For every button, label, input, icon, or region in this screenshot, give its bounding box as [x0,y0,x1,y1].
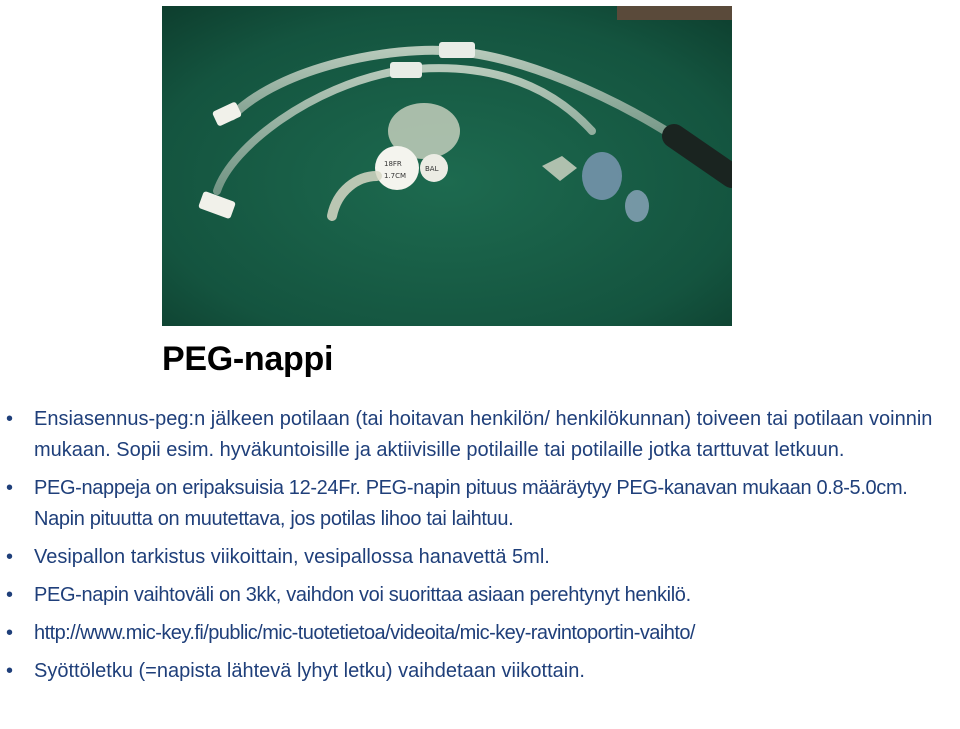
bullet-dot: • [6,477,13,499]
bullet-dot: • [6,584,13,606]
bullet-item [0,580,960,611]
button-head [375,146,419,190]
photo-top-edge [617,6,732,20]
device-photo [162,6,732,326]
clamp-upper [439,42,475,58]
bullet-text: PEG-napin vaihtoväli on 3kk, vaihdon voi suorittaa asiaan perehtynyt henkilö. [34,584,691,606]
bullet-text: Ensiasennus-peg:n jälkeen potilaan (tai hoitavan henkilön/ henkilökunnan) toiveen tai potilaan voinnin mukaan. Sopii esim. hyväkuntoisille ja aktiivisille potilaille tai potilaille jotka tarttuvat letkuun. [34,408,933,461]
bullet-item [0,473,960,535]
bullet-text: Vesipallon tarkistus viikoittain, vesipallossa hanavettä 5ml. [34,546,550,568]
peg-button-illustration [162,6,732,326]
blue-port [582,152,622,200]
device-label-bal: BAL [425,165,439,173]
bullet-item [0,656,960,687]
bullet-item [0,404,960,466]
clamp-lower [390,62,422,78]
bullet-dot: • [6,546,14,568]
device-label-length: 1.7CM [384,172,407,180]
slide-title: PEG-nappi [162,340,334,378]
bullet-text: Syöttöletku (=napista lähtevä lyhyt letku) vaihdetaan viikottain. [34,660,585,682]
bullet-list [0,404,960,694]
bullet-item [0,618,960,649]
bullet-dot: • [6,660,14,682]
bullet-item [0,542,960,573]
video-link[interactable]: http://www.mic-key.fi/public/mic-tuotetietoa/videoita/mic-key-ravintoportin-vaihto/ [34,622,695,644]
bullet-text: PEG-nappeja on eripaksuisia 12-24Fr. PEG-napin pituus määräytyy PEG-kanavan mukaan 0.8-5.0cm. Napin pituutta on muutettava, jos potilas lihoo tai laihtuu. [34,477,908,530]
device-label-size: 18FR [384,160,402,168]
blue-cap [625,190,649,222]
bullet-dot: • [6,622,13,644]
bullet-dot: • [6,408,14,430]
